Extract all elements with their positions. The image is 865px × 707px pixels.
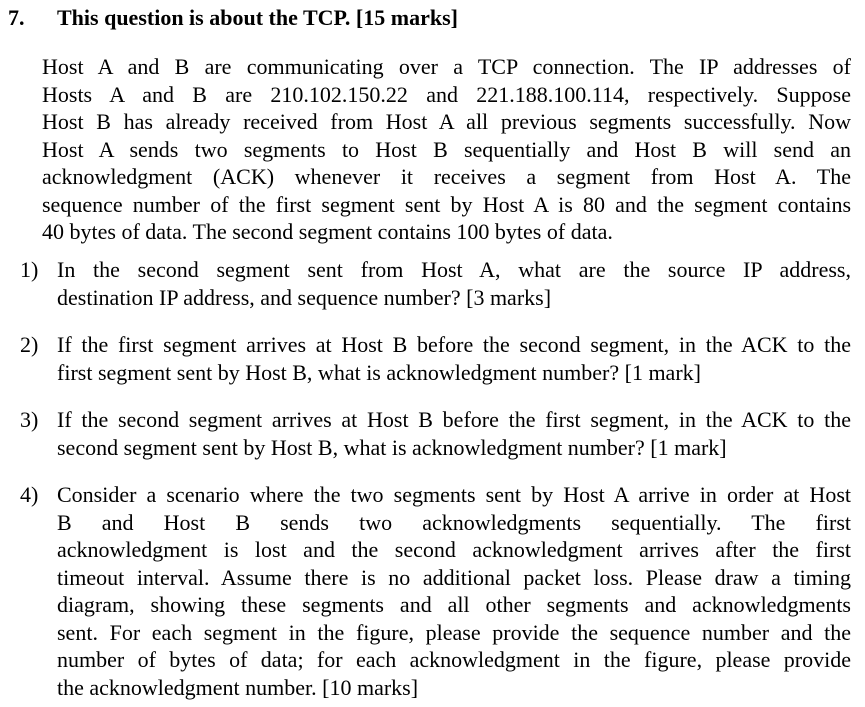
intro-line: Hosts A and B are 210.102.150.22 and 221.188.100.114, respectively. Suppose (42, 81, 851, 107)
sub-question-line: If the first segment arrives at Host B before the second segment, in the ACK to the (57, 332, 851, 357)
sub-question-number: 4) (20, 482, 39, 507)
question-number: 7. (8, 5, 25, 30)
sub-question-line: the acknowledgment number. [10 marks] (57, 674, 419, 700)
sub-question-line: B and Host B sends two acknowledgments sequentially. The first (57, 509, 851, 535)
intro-line: sequence number of the first segment sent by Host A is 80 and the segment contains (42, 191, 851, 217)
sub-question-text (57, 256, 851, 311)
sub-question-line: In the second segment sent from Host A, what are the source IP address, (57, 257, 851, 282)
question-intro (42, 53, 851, 246)
sub-question-line: destination IP address, and sequence number? [3 marks] (57, 284, 552, 310)
question-title: This question is about the TCP. [15 marks] (57, 5, 458, 30)
intro-line: Host B has already received from Host A all previous segments successfully. Now (42, 109, 851, 134)
sub-question-line: acknowledgment is lost and the second acknowledgment arrives after the first (57, 537, 851, 562)
sub-question-number: 3) (20, 407, 39, 432)
sub-question-number: 2) (20, 332, 39, 357)
sub-question-text (57, 406, 851, 461)
sub-question-line: second segment sent by Host B, what is acknowledgment number? [1 mark] (57, 434, 727, 460)
sub-question-number: 1) (20, 257, 39, 282)
sub-question-text (57, 481, 851, 701)
sub-question-line: first segment sent by Host B, what is acknowledgment number? [1 mark] (57, 359, 701, 385)
sub-question-line: diagram, showing these segments and all other segments and acknowledgments (57, 592, 851, 617)
intro-line: 40 bytes of data. The second segment contains 100 bytes of data. (42, 219, 613, 244)
intro-line: Host A and B are communicating over a TCP connection. The IP addresses of (42, 54, 851, 79)
sub-question-line: sent. For each segment in the figure, please provide the sequence number and the (57, 619, 851, 645)
sub-question-line: number of bytes of data; for each acknowledgment in the figure, please provide (57, 647, 851, 672)
sub-question-line: If the second segment arrives at Host B before the first segment, in the ACK to the (57, 407, 851, 432)
sub-question-text (57, 331, 851, 386)
intro-line: Host A sends two segments to Host B sequentially and Host B will send an (42, 136, 851, 162)
sub-question-line: timeout interval. Assume there is no additional packet loss. Please draw a timing (57, 564, 851, 590)
intro-line: acknowledgment (ACK) whenever it receives a segment from Host A. The (42, 164, 851, 189)
sub-question-line: Consider a scenario where the two segments sent by Host A arrive in order at Host (57, 482, 851, 507)
